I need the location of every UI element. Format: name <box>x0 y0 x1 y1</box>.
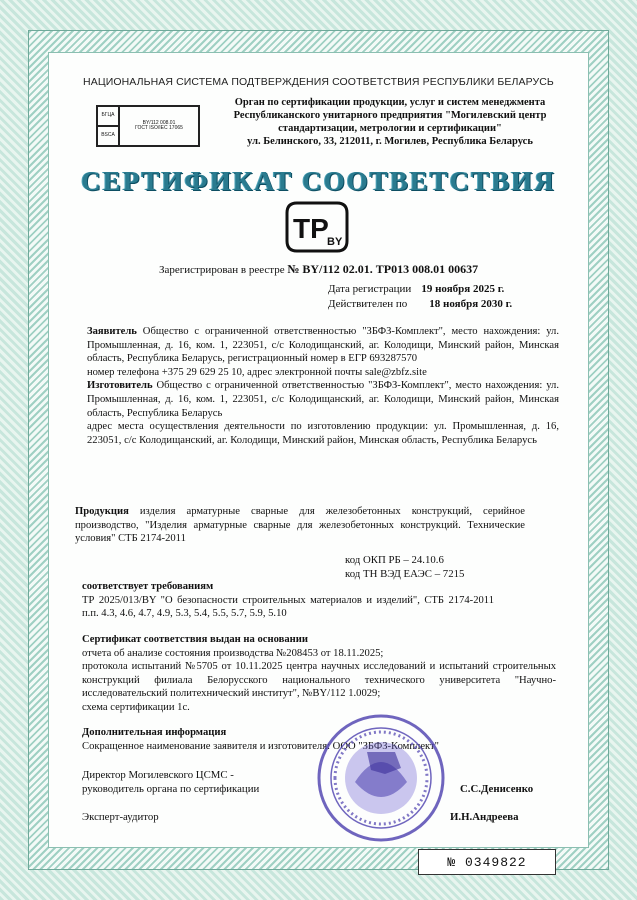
basis-section <box>82 633 556 715</box>
accreditation-details <box>119 106 199 146</box>
valid-date-value: 18 ноября 2030 г. <box>429 298 513 310</box>
okp-code: код ОКП РБ – 24.10.6 <box>345 554 444 566</box>
registry-line <box>0 262 637 277</box>
production-address: адрес места осуществления деятельности по изготовлению продукции: ул. Промышленная, д. 16, 223051, с/с Колодищанский, аг. Колодищи, Минский район, Минская область, Республика Беларусь <box>87 421 559 446</box>
mark-by: BY <box>327 236 343 248</box>
valid-date-label: Действителен по <box>328 298 408 310</box>
org-line: стандартизации, метрологии и сертификации" <box>278 123 502 134</box>
accreditation-bsca: BSCA <box>97 126 119 146</box>
accreditation-standard: ГОСТ ISO/IEC 17065 <box>135 125 183 131</box>
certificate-title: СЕРТИФИКАТ СООТВЕТСТВИЯ <box>81 166 556 196</box>
requirements-text: ТР 2025/013/BY "О безопасности строительных материалов и изделий", СТБ 2174-2011 п.п. 4.3, 4.6, 4.7, 4.9, 5.3, 5.4, 5.5, 5.7, 5.9, 5.10 <box>82 594 494 620</box>
org-line: Республиканского унитарного предприятия "Могилевский центр <box>233 110 547 121</box>
tr-by-mark-icon <box>283 200 351 254</box>
applicant-section <box>87 325 559 447</box>
additional-label: Дополнительная информация <box>82 727 227 738</box>
mark-tr: TP <box>293 213 329 244</box>
official-seal-icon <box>315 712 447 844</box>
director-signature-block <box>82 768 259 796</box>
manufacturer-label: Изготовитель <box>87 380 153 392</box>
dates-block <box>328 282 512 312</box>
basis-line: схема сертификации 1с. <box>82 701 190 713</box>
director-title: Директор Могилевского ЦСМС - <box>82 769 234 781</box>
applicant-text: Общество с ограниченной ответственностью "ЗБФЗ-Комплект", место нахождения: ул. Промышленная, д. 16, ком. 1, 223051, с/с Колодищанский, аг. Колодищи, Минский район, Минская область, Республика Беларусь, регистрационный номер в ЕГР 693287570 <box>87 326 559 365</box>
product-section <box>75 505 525 546</box>
national-system-heading: НАЦИОНАЛЬНАЯ СИСТЕМА ПОДТВЕРЖДЕНИЯ СООТВЕТСТВИЯ РЕСПУБЛИКИ БЕЛАРУСЬ <box>83 76 554 88</box>
manufacturer-text: Общество с ограниченной ответственностью "ЗБФЗ-Комплект", место нахождения: ул. Промышленная, д. 16, ком. 1, 223051, с/с Колодищанский, аг. Колодищи, Минский район, Минская область, Республика Беларусь <box>87 380 559 419</box>
basis-line: протокола испытаний №5705 от 10.11.2025 центра научных исследований и испытаний строительных конструкций филиала Белорусского национального технического университета "Научно-исследовательский политехнический институт", №BY/112 1.0029; <box>82 661 556 700</box>
accreditation-bgca: БГЦА <box>97 106 119 126</box>
accreditation-mark <box>96 105 200 147</box>
reg-date-value: 19 ноября 2025 г. <box>421 283 505 295</box>
director-name: С.С.Денисенко <box>460 783 534 795</box>
product-text: изделия арматурные сварные для железобетонных конструкций, серийное производство, "Изделия арматурные сварные для железобетонных конструкций. Технические условия" СТБ 2174-2011 <box>75 506 526 545</box>
org-line: Орган по сертификации продукции, услуг и систем менеджмента <box>234 97 546 108</box>
basis-label: Сертификат соответствия выдан на основании <box>82 634 308 645</box>
requirements-section <box>82 580 494 621</box>
certification-body <box>206 96 574 148</box>
serial-number: № 0349822 <box>418 849 556 875</box>
director-title-2: руководитель органа по сертификации <box>82 783 260 795</box>
registry-number: № BY/112 02.01. ТР013 008.01 00637 <box>287 262 479 276</box>
registry-label: Зарегистрирован в реестре <box>158 264 285 276</box>
accreditation-code: BY/112 008.01 <box>142 119 176 126</box>
tnved-code: код ТН ВЭД ЕАЭС – 7215 <box>345 568 465 580</box>
applicant-label: Заявитель <box>87 326 137 337</box>
expert-name: И.Н.Андреева <box>450 811 519 823</box>
reg-date-label: Дата регистрации <box>328 283 412 295</box>
additional-text: Сокращенное наименование заявителя и изготовителя: ООО "ЗБФЗ-Комплект" <box>82 740 439 752</box>
product-label: Продукция <box>75 506 129 517</box>
expert-label: Эксперт-аудитор <box>82 811 159 823</box>
requirements-label: соответствует требованиям <box>82 581 214 592</box>
product-codes <box>345 553 464 581</box>
org-line: ул. Белинского, 33, 212011, г. Могилев, Республика Беларусь <box>247 136 533 147</box>
basis-line: отчета об анализе состояния производства №208453 от 18.11.2025; <box>82 647 384 659</box>
applicant-contact: номер телефона +375 29 629 25 10, адрес электронной почты sale@zbfz.site <box>87 366 427 378</box>
